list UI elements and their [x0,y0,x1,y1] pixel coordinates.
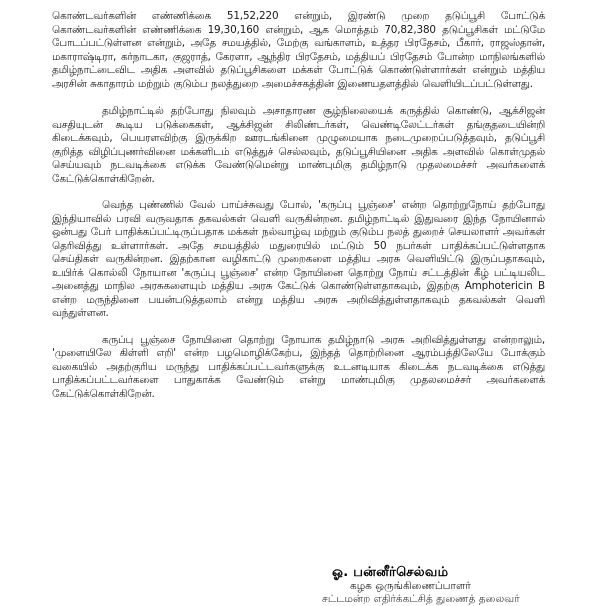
signature-block [322,565,592,605]
signatory-name: ஓ. பன்னீர்செல்வம் [332,565,449,580]
paragraph-black-fungus-request: கருப்பு பூஞ்சை நோயினை தொற்று நோயாக தமிழ்நாடு அரசு அறிவித்துள்ளது என்றாலும், 'முளையிலே கிள்ளி எறி' என்ற பழமொழிக்கேற்ப, இந்தத் தொற்றினை ஆரம்பத்திலேயே போக்கும் வகையில் அதற்குரிய மருந்து பாதிக்கப்பட்டவர்களுக்கு உடனடியாக கிடைக்க நடவடிக்கை எடுத்து பாதிக்கப்பட்டவர்களை பாதுகாக்க வேண்டும் என்று மாண்புமிகு முதலமைச்சர் அவர்களைக் கேட்டுக்கொள்கிறேன். [52,333,545,400]
signatory-subtitle-cutoff: சட்டமன்ற எதிர்க்கட்சித் துணைத் தலைவர் [322,593,520,605]
paragraph-vaccination-stats: கொண்டவர்களின் எண்ணிக்கை 51,52,220 என்றும், இரண்டு முறை தடுப்பூசி போட்டுக் கொண்டவர்களின் எண்ணிக்கை 19,30,160 என்றும், ஆக மொத்தம் 70,82,380 தடுப்பூசிகள் மட்டுமே போடப்பட்டுள்ளன என்றும், அதே சமயத்தில், மேற்கு வங்காளம், உத்தர பிரதேசம், பீகார், ராஜஸ்தான், மகாராஷ்டிரா, கர்நாடகா, குஜராத், கேரளா, ஆந்திர பிரதேசம், மத்தியப் பிரதேசம் போன்ற மாநிலங்களில் தமிழ்நாட்டைவிட அதிக அளவில் தடுப்பூசிகளை மக்கள் போட்டுக் கொண்டுள்ளார்கள் என்றும் மத்திய அரசின் சுகாதாரம் மற்றும் குடும்ப நலத்துறை அமைச்சகத்தின் இணையதளத்தில் வெளியிடப்பட்டுள்ளது. [52,10,545,90]
statement-body [52,10,545,414]
paragraph-black-fungus-info: வெந்த புண்ணில் வேல் பாய்ச்சுவது போல், 'கருப்பு பூஞ்சை' என்ற தொற்றுநோய் தற்போது இந்தியாவில் பரவி வருவதாக தகவல்கள் வெளி வருகின்றன. தமிழ்நாட்டில் இதுவரை இந்த நோயினால் ஒன்பது பேர் பாதிக்கப்பட்டிருப்பதாக மக்கள் நல்வாழ்வு மற்றும் குடும்ப நலத் துறைச் செயலாளர் அவர்கள் தெரிவித்து உள்ளார்கள். அதே சமயத்தில் மதுரையில் மட்டும் 50 நபர்கள் பாதிக்கப்பட்டுள்ளதாக செய்திகள் வருகின்றன. இதற்கான வழிகாட்டு முறைகளை மத்திய அரசு வெளியிட்டு இருப்பதாகவும், உயிர்க் கொல்லி நோயான 'கருப்பு பூஞ்சை' என்ற நோயினை தொற்று நோய் சட்டத்தின் கீழ் பட்டியலிட அனைத்து மாநில அரசுகளையும் மத்திய அரசு கேட்டுக் கொண்டுள்ளதாகவும், இதற்கு Amphotericin B என்ற மருந்தினை பயன்படுத்தலாம் என்று மத்திய அரசு அறிவித்துள்ளதாகவும் தகவல்கள் வெளி வந்துள்ளன. [52,199,545,319]
paragraph-oxygen-request: தமிழ்நாட்டில் தற்போது நிலவும் அசாதாரண சூழ்நிலையைக் கருத்தில் கொண்டு, ஆக்சிஜன் வசதியுடன் கூடிய படுக்கைகள், ஆக்சிஜன் சிலிண்டர்கள், வெண்டிலேட்டர்கள் தங்குதடையின்றி கிடைக்கவும், பெயரளவிற்கு இருக்கிற ஊரடங்கினை முழுமையாக நடைமுறைப்படுத்தவும், தடுப்பூசி குறித்த விழிப்புணர்வினை மக்களிடம் எடுத்துச் செல்லவும், தடுப்பூசியினை அதிக அளவில் கொள்முதல் செய்யவும் நடவடிக்கை எடுக்க வேண்டுமென்று மாண்புமிகு தமிழ்நாடு முதலமைச்சர் அவர்களைக் கேட்டுக்கொள்கிறேன். [52,105,545,185]
signatory-title: கழக ஒருங்கிணைப்பாளர் [350,580,471,592]
